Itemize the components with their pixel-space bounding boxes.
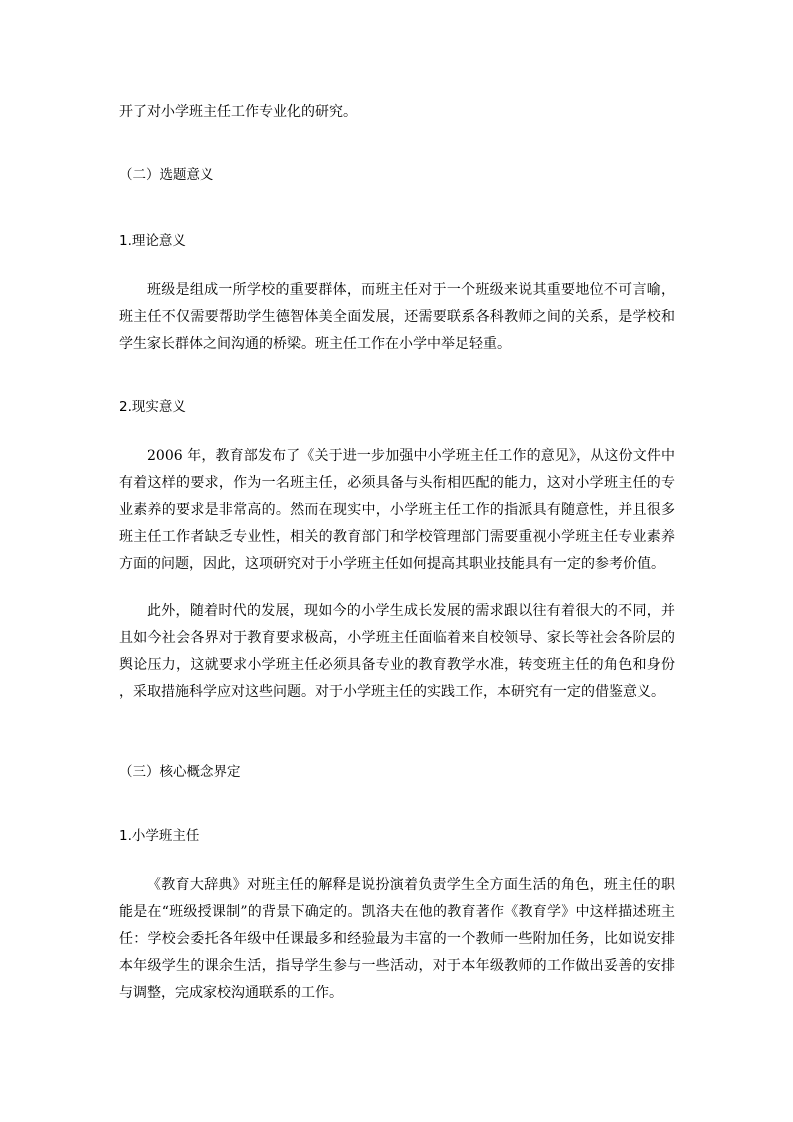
subheading-practical bbox=[119, 397, 675, 417]
paragraph-text: 班级是组成一所学校的重要群体，而班主任对于一个班级来说其重要地位不可言喻，班主任不仅需要帮助学生德智体美全面发展，还需要联系各科教师之间的关系，是学校和学生家长群体之间沟通的桥梁。班主任工作在小学中举足轻重。 bbox=[119, 282, 675, 352]
paragraph-text: 《教育大辞典》对班主任的解释是说扮演着负责学生全方面生活的角色，班主任的职能是在“班级授课制”的背景下确定的。凯洛夫在他的教育著作《教育学》中这样描述班主任：学校会委托各年级中任课最多和经验最为丰富的一个教师一些附加任务，比如说安排本年级学生的课余生活，指导学生参与一些活动，对于本年级教师的工作做出妥善的安排与调整，完成家校沟通联系的工作。 bbox=[119, 877, 675, 1001]
paragraph-text: 此外，随着时代的发展，现如今的小学生成长发展的需求跟以往有着很大的不同，并且如今社会各界对于教育要求极高，小学班主任面临着来自校领导、家长等社会各阶层的舆论压力，这就要求小学班主任必须具备专业的教育教学水准，转变班主任的角色和身份，采取措施科学应对这些问题。对于小学班主任的实践工作，本研究有一定的借鉴意义。 bbox=[119, 603, 675, 700]
subheading-head-teacher bbox=[119, 826, 675, 846]
paragraph-head-teacher bbox=[119, 872, 675, 1007]
subsection-heading: 2.现实意义 bbox=[119, 399, 186, 415]
paragraph-text: 开了对小学班主任工作专业化的研究。 bbox=[119, 104, 357, 120]
subsection-heading: 1.小学班主任 bbox=[119, 828, 200, 844]
section-heading: （二）选题意义 bbox=[119, 167, 214, 183]
section-heading: （三）核心概念界定 bbox=[119, 764, 241, 780]
paragraph-text: 2006 年，教育部发布了《关于进一步加强中小学班主任工作的意见》，从这份文件中有着这样的要求，作为一名班主任，必须具备与头衔相匹配的能力，这对小学班主任的专业素养的要求是非常高的。然而在现实中，小学班主任工作的指派具有随意性，并且很多班主任工作者缺乏专业性，相关的教育部门和学校管理部门需要重视小学班主任专业素养方面的问题，因此，这项研究对于小学班主任如何提高其职业技能具有一定的参考价值。 bbox=[119, 448, 675, 572]
subheading-theoretical bbox=[119, 231, 675, 251]
paragraph-practical-2 bbox=[119, 598, 675, 706]
continuation-paragraph bbox=[119, 99, 675, 126]
section-heading-core-concepts bbox=[119, 762, 675, 782]
paragraph-practical-1 bbox=[119, 443, 675, 578]
section-heading-significance bbox=[119, 165, 675, 185]
paragraph-theoretical bbox=[119, 277, 675, 358]
subsection-heading: 1.理论意义 bbox=[119, 233, 186, 249]
